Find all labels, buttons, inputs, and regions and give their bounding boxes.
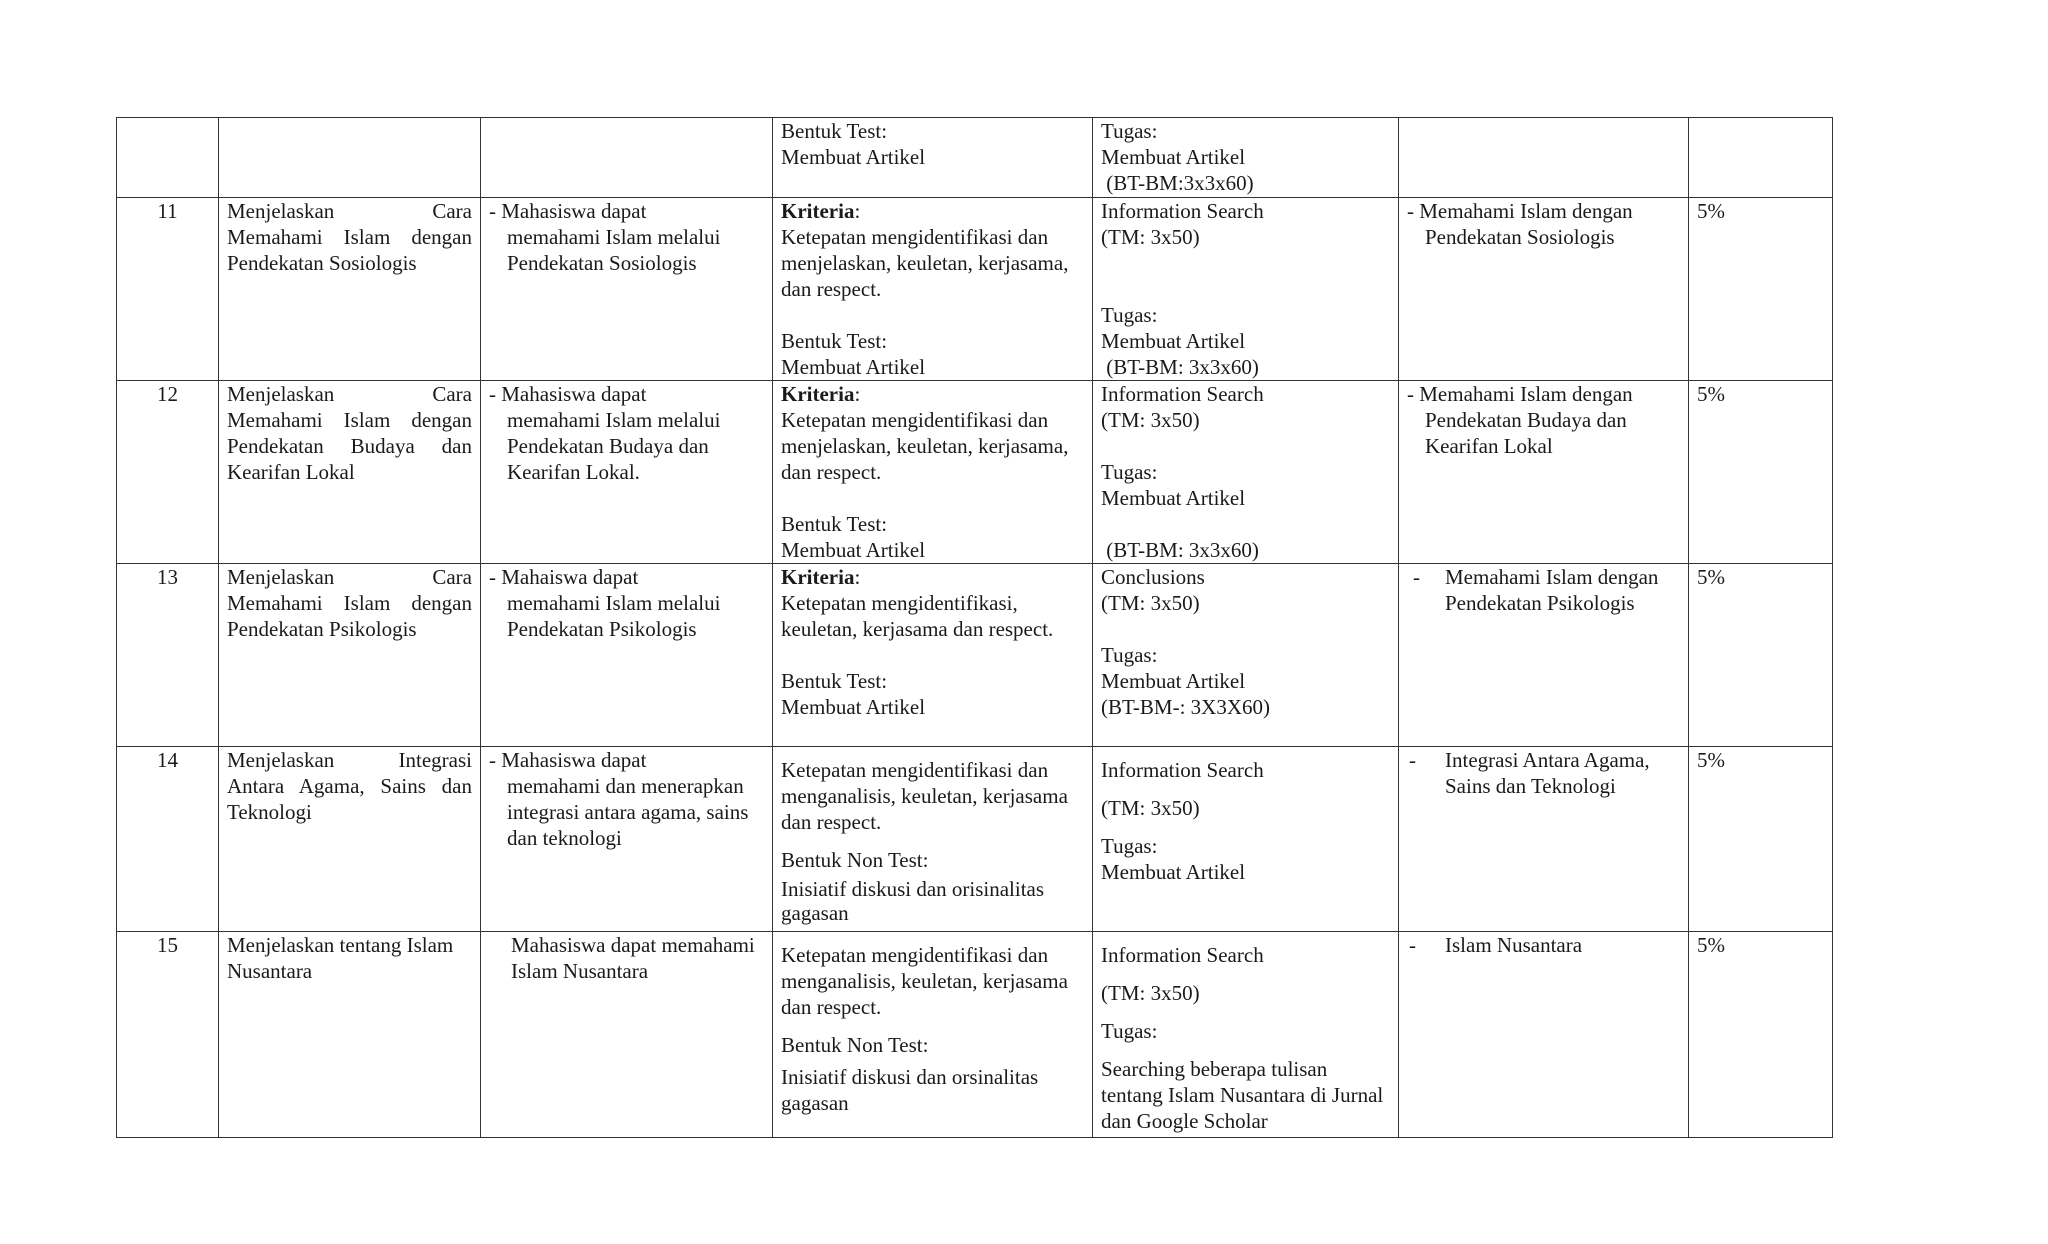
criteria-text: Ketepatan mengidentifikasi dan menganalisis, keuletan, kerjasama dan respect. [781,943,1068,1019]
bullet-dash: - [1407,382,1420,406]
criteria-text: Ketepatan mengidentifikasi dan menjelaskan, keuletan, kerjasama, dan respect. [781,225,1069,301]
criteria-cell [773,747,1093,932]
task-duration: (BT-BM-: 3X3X60) [1101,695,1270,719]
ability-cell: Menjelaskan Cara Memahami Islam dengan Pendekatan Sosiologis [219,198,481,381]
task-label: Tugas: [1101,1019,1158,1043]
method-cell [1093,198,1399,381]
table-row [117,381,1833,564]
material-text: Memahami Islam dengan Pendekatan Psikologis [1445,565,1659,615]
assessment-form-label: Bentuk Test: [781,669,888,693]
face-to-face-duration: (TM: 3x50) [1101,981,1200,1005]
ability-cell: Menjelaskan Cara Memahami Islam dengan Pendekatan Budaya dan Kearifan Lokal [219,381,481,564]
criteria-cell [773,118,1093,198]
face-to-face-duration: (TM: 3x50) [1101,591,1200,615]
bullet-dash: - [489,565,502,589]
learning-method: Information Search [1101,199,1264,223]
ability-cell: Menjelaskan tentang Islam Nusantara [219,932,481,1138]
task-label: Tugas: [1101,643,1158,667]
weight-cell: 5% [1689,932,1833,1138]
learning-method: Conclusions [1101,565,1205,589]
assessment-form-label: Bentuk Test: [781,512,888,536]
ability-cell: Menjelaskan Cara Memahami Islam dengan Pendekatan Psikologis [219,564,481,747]
material-text: Islam Nusantara [1445,933,1583,957]
material-cell [1399,932,1689,1138]
assessment-form-value: Inisiatif diskusi dan orsinalitas gagasan [781,1065,1039,1115]
task-label: Tugas: [1101,119,1158,143]
task-duration: (BT-BM:3x3x60) [1101,171,1254,195]
criteria-text: Ketepatan mengidentifikasi, keuletan, kerjasama dan respect. [781,591,1054,641]
assessment-form-value: Membuat Artikel [781,695,926,719]
indicator-cell [481,747,773,932]
table-row [117,747,1833,932]
material-cell [1399,747,1689,932]
material-item [1407,932,1680,958]
indicator-text: memahami Islam melalui Pendekatan Sosiologis [507,225,721,275]
material-cell [1399,381,1689,564]
indicator-text: memahami Islam melalui Pendekatan Budaya dan Kearifan Lokal. [507,408,721,484]
task-value: Membuat Artikel [1101,486,1246,510]
material-first-line: - Memahami Islam dengan [1407,382,1633,406]
weight-cell: 5% [1689,381,1833,564]
indicator-cell [481,381,773,564]
table-row [117,932,1833,1138]
indicator-first-line: - Mahasiswa dapat [489,382,647,406]
weight-cell: 5% [1689,564,1833,747]
face-to-face-duration: (TM: 3x50) [1101,408,1200,432]
assessment-form-label: Bentuk Test: [781,329,888,353]
bullet-dash: - [489,199,502,223]
material-item [1407,564,1680,616]
learning-method: Information Search [1101,758,1264,782]
indicator-text: Mahasiswa dapat memahami Islam Nusantara [511,933,755,983]
method-cell [1093,747,1399,932]
criteria-cell [773,198,1093,381]
bullet-dash: - [489,748,502,772]
material-first-line: - Memahami Islam dengan [1407,199,1633,223]
indicator-first-line: - Mahasiswa dapat [489,199,647,223]
criteria-cell [773,932,1093,1138]
task-duration: (BT-BM: 3x3x60) [1101,355,1259,379]
method-cell [1093,564,1399,747]
ability-cell [219,118,481,198]
indicator-first-line: - Mahaiswa dapat [489,565,639,589]
task-duration: (BT-BM: 3x3x60) [1101,538,1259,562]
indicator-text: memahami Islam melalui Pendekatan Psikologis [507,591,721,641]
week-number-cell: 13 [117,564,219,747]
table-row [117,564,1833,747]
table-row [117,118,1833,198]
criteria-heading: Kriteria: [781,199,861,223]
task-value: Membuat Artikel [1101,145,1246,169]
method-cell [1093,118,1399,198]
assessment-form-label: Bentuk Non Test: [781,1033,929,1057]
task-label: Tugas: [1101,834,1158,858]
weight-cell: 5% [1689,747,1833,932]
material-text: Pendekatan Budaya dan Kearifan Lokal [1425,408,1627,458]
indicator-cell [481,564,773,747]
criteria-cell [773,564,1093,747]
bullet-dash: - [1407,199,1420,223]
assessment-form-value: Membuat Artikel [781,145,926,169]
indicator-cell [481,932,773,1138]
criteria-text: Ketepatan mengidentifikasi dan menjelaskan, keuletan, kerjasama, dan respect. [781,408,1069,484]
assessment-form-value: Membuat Artikel [781,538,926,562]
task-value: Membuat Artikel [1101,860,1246,884]
task-label: Tugas: [1101,460,1158,484]
week-number-cell: 12 [117,381,219,564]
week-number-cell: 14 [117,747,219,932]
material-item [1407,747,1680,799]
task-value: Membuat Artikel [1101,669,1246,693]
bullet-dash: - [489,382,502,406]
task-label: Tugas: [1101,303,1158,327]
learning-method: Information Search [1101,943,1264,967]
material-text: Pendekatan Sosiologis [1425,225,1615,249]
material-cell [1399,118,1689,198]
criteria-heading: Kriteria: [781,565,861,589]
bullet-dash: - [1409,933,1416,957]
week-number-cell [117,118,219,198]
material-cell [1399,564,1689,747]
bullet-dash: - [1413,565,1420,589]
method-cell [1093,381,1399,564]
face-to-face-duration: (TM: 3x50) [1101,225,1200,249]
ability-cell: Menjelaskan Integrasi Antara Agama, Sains dan Teknologi [219,747,481,932]
weight-cell [1689,118,1833,198]
material-text: Integrasi Antara Agama, Sains dan Teknologi [1445,748,1650,798]
task-value: Searching beberapa tulisan tentang Islam Nusantara di Jurnal dan Google Scholar [1101,1057,1384,1133]
indicator-text: memahami dan menerapkan integrasi antara agama, sains dan teknologi [507,774,749,850]
assessment-form-value: Membuat Artikel [781,355,926,379]
indicator-first-line: - Mahasiswa dapat [489,748,647,772]
weight-cell: 5% [1689,198,1833,381]
criteria-text: Ketepatan mengidentifikasi dan menganalisis, keuletan, kerjasama dan respect. [781,758,1068,834]
bullet-dash: - [1409,748,1416,772]
method-cell [1093,932,1399,1138]
material-cell [1399,198,1689,381]
week-number-cell: 15 [117,932,219,1138]
assessment-form-label: Bentuk Test: [781,119,888,143]
criteria-cell [773,381,1093,564]
indicator-cell [481,118,773,198]
face-to-face-duration: (TM: 3x50) [1101,796,1200,820]
criteria-heading: Kriteria: [781,382,861,406]
week-number-cell: 11 [117,198,219,381]
task-value: Membuat Artikel [1101,329,1246,353]
indicator-cell [481,198,773,381]
rps-table [116,117,1833,1138]
assessment-form-label: Bentuk Non Test: [781,848,929,872]
learning-method: Information Search [1101,382,1264,406]
table-row [117,198,1833,381]
assessment-form-value: Inisiatif diskusi dan orisinalitas gagasan [781,877,1045,925]
